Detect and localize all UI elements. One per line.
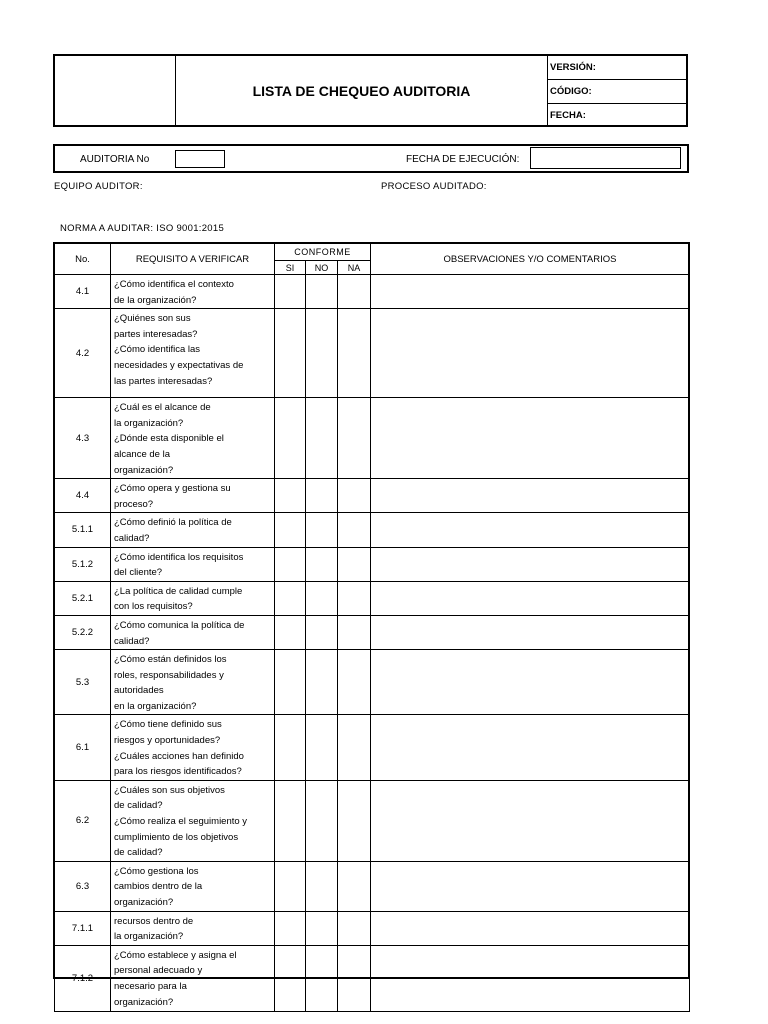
observations-cell[interactable] — [371, 861, 690, 911]
si-cell[interactable] — [275, 581, 306, 615]
table-row — [55, 650, 690, 715]
observations-cell[interactable] — [371, 945, 690, 1011]
requirement-number: 4.2 — [55, 309, 111, 398]
checklist-table — [54, 243, 690, 1012]
no-cell[interactable] — [306, 911, 338, 945]
col-observations-header: OBSERVACIONES Y/O COMENTARIOS — [371, 244, 690, 275]
na-cell[interactable] — [338, 513, 371, 547]
na-cell[interactable] — [338, 650, 371, 715]
code-field[interactable]: CÓDIGO: — [548, 80, 686, 104]
table-row — [55, 715, 690, 780]
audit-info-bar — [53, 144, 689, 173]
requirement-number: 6.1 — [55, 715, 111, 780]
requirement-number: 5.1.1 — [55, 513, 111, 547]
requirement-question: ¿Cómo identifica los requisitos del cliente? — [111, 547, 275, 581]
requirement-question: ¿Cómo identifica el contexto de la organización? — [111, 275, 275, 309]
observations-cell[interactable] — [371, 581, 690, 615]
observations-cell[interactable] — [371, 513, 690, 547]
requirement-question: ¿Cómo están definidos los roles, responsabilidades y autoridades en la organización? — [111, 650, 275, 715]
na-cell[interactable] — [338, 581, 371, 615]
requirement-question: ¿Cómo tiene definido sus riesgos y oportunidades? ¿Cuáles acciones han definido para los riesgos identificados? — [111, 715, 275, 780]
table-row — [55, 275, 690, 309]
table-row — [55, 513, 690, 547]
na-cell[interactable] — [338, 547, 371, 581]
requirement-question: ¿Quiénes son sus partes interesadas? ¿Cómo identifica las necesidades y expectativas de las partes interesadas? — [111, 309, 275, 398]
col-no-sub-header: NO — [306, 261, 338, 275]
audited-process-label: PROCESO AUDITADO: — [381, 181, 487, 192]
si-cell[interactable] — [275, 513, 306, 547]
no-cell[interactable] — [306, 615, 338, 649]
observations-cell[interactable] — [371, 780, 690, 861]
na-cell[interactable] — [338, 309, 371, 398]
table-row — [55, 581, 690, 615]
no-cell[interactable] — [306, 547, 338, 581]
table-row — [55, 911, 690, 945]
execution-date-label: FECHA DE EJECUCIÓN: — [406, 154, 520, 165]
requirement-number: 4.1 — [55, 275, 111, 309]
observations-cell[interactable] — [371, 911, 690, 945]
requirement-number: 7.1.1 — [55, 911, 111, 945]
requirement-number: 5.3 — [55, 650, 111, 715]
observations-cell[interactable] — [371, 398, 690, 479]
na-cell[interactable] — [338, 945, 371, 1011]
document-header — [53, 54, 688, 127]
table-row — [55, 479, 690, 513]
execution-date-input[interactable] — [530, 147, 681, 169]
requirement-question: ¿La política de calidad cumple con los requisitos? — [111, 581, 275, 615]
audit-no-label: AUDITORIA No — [80, 154, 150, 165]
no-cell[interactable] — [306, 780, 338, 861]
na-cell[interactable] — [338, 780, 371, 861]
requirement-question: ¿Cómo comunica la política de calidad? — [111, 615, 275, 649]
requirement-question: ¿Cómo establece y asigna el personal adecuado y necesario para la organización? — [111, 945, 275, 1011]
requirement-number: 5.2.2 — [55, 615, 111, 649]
na-cell[interactable] — [338, 615, 371, 649]
si-cell[interactable] — [275, 861, 306, 911]
requirement-question: recursos dentro de la organización? — [111, 911, 275, 945]
col-requirement-header: REQUISITO A VERIFICAR — [111, 244, 275, 275]
table-row — [55, 398, 690, 479]
table-row — [55, 945, 690, 1011]
requirement-question: ¿Cómo opera y gestiona su proceso? — [111, 479, 275, 513]
na-cell[interactable] — [338, 861, 371, 911]
col-conform-header: CONFORME — [275, 244, 371, 261]
no-cell[interactable] — [306, 275, 338, 309]
table-row — [55, 780, 690, 861]
no-cell[interactable] — [306, 581, 338, 615]
na-cell[interactable] — [338, 398, 371, 479]
no-cell[interactable] — [306, 650, 338, 715]
document-title: LISTA DE CHEQUEO AUDITORIA — [176, 56, 548, 125]
date-field[interactable]: FECHA: — [550, 110, 586, 121]
na-cell[interactable] — [338, 275, 371, 309]
no-cell[interactable] — [306, 715, 338, 780]
table-row — [55, 615, 690, 649]
requirement-number: 6.3 — [55, 861, 111, 911]
version-field[interactable]: VERSIÓN: — [548, 56, 686, 80]
requirement-number: 4.3 — [55, 398, 111, 479]
observations-cell[interactable] — [371, 309, 690, 398]
requirement-question: ¿Cuáles son sus objetivos de calidad? ¿Cómo realiza el seguimiento y cumplimiento de los objetivos de calidad? — [111, 780, 275, 861]
si-cell[interactable] — [275, 780, 306, 861]
na-cell[interactable] — [338, 479, 371, 513]
requirement-number: 4.4 — [55, 479, 111, 513]
no-cell[interactable] — [306, 309, 338, 398]
table-row — [55, 309, 690, 398]
si-cell[interactable] — [275, 275, 306, 309]
observations-cell[interactable] — [371, 547, 690, 581]
observations-cell[interactable] — [371, 715, 690, 780]
audit-team-label: EQUIPO AUDITOR: — [54, 181, 143, 192]
requirement-number: 6.2 — [55, 780, 111, 861]
si-cell[interactable] — [275, 398, 306, 479]
requirement-number: 7.1.2 — [55, 945, 111, 1011]
table-row — [55, 547, 690, 581]
observations-cell[interactable] — [371, 650, 690, 715]
no-cell[interactable] — [306, 945, 338, 1011]
si-cell[interactable] — [275, 615, 306, 649]
logo-cell — [55, 56, 176, 125]
si-cell[interactable] — [275, 650, 306, 715]
si-cell[interactable] — [275, 309, 306, 398]
standard-label: NORMA A AUDITAR: ISO 9001:2015 — [60, 223, 225, 234]
col-na-header: NA — [338, 261, 371, 275]
col-no-header: No. — [55, 244, 111, 275]
audit-no-input[interactable] — [175, 150, 225, 168]
observations-cell[interactable] — [371, 479, 690, 513]
requirement-question: ¿Cómo gestiona los cambios dentro de la organización? — [111, 861, 275, 911]
si-cell[interactable] — [275, 945, 306, 1011]
si-cell[interactable] — [275, 547, 306, 581]
col-si-header: SI — [275, 261, 306, 275]
na-cell[interactable] — [338, 911, 371, 945]
no-cell[interactable] — [306, 861, 338, 911]
requirement-question: ¿Cuál es el alcance de la organización? ¿Dónde esta disponible el alcance de la organización? — [111, 398, 275, 479]
requirement-number: 5.2.1 — [55, 581, 111, 615]
observations-cell[interactable] — [371, 615, 690, 649]
requirement-question: ¿Cómo definió la política de calidad? — [111, 513, 275, 547]
no-cell[interactable] — [306, 398, 338, 479]
no-cell[interactable] — [306, 479, 338, 513]
na-cell[interactable] — [338, 715, 371, 780]
requirement-number: 5.1.2 — [55, 547, 111, 581]
si-cell[interactable] — [275, 911, 306, 945]
si-cell[interactable] — [275, 715, 306, 780]
no-cell[interactable] — [306, 513, 338, 547]
observations-cell[interactable] — [371, 275, 690, 309]
table-row — [55, 861, 690, 911]
si-cell[interactable] — [275, 479, 306, 513]
document-meta — [548, 56, 686, 125]
